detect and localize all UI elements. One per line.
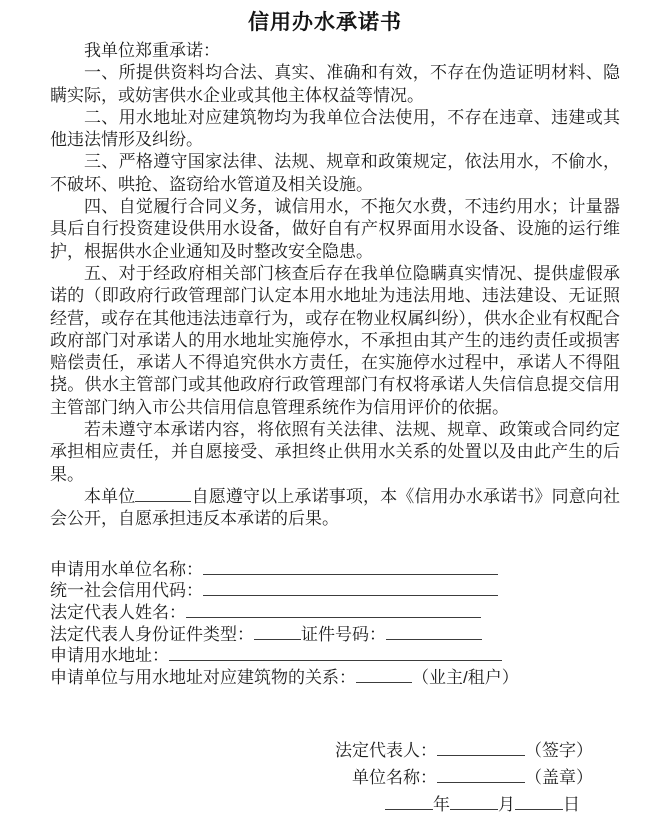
signature-date-row (0, 791, 593, 818)
intro-line: 我单位郑重承诺： (84, 41, 220, 60)
signature-legal-rep-note: （签字） (525, 740, 593, 760)
water-address-label: 申请用水地址： (50, 646, 169, 666)
building-relation-options: （业主/租户） (412, 668, 519, 688)
unit-name-inline-blank (135, 487, 191, 502)
id-number-blank (386, 625, 482, 640)
unit-name-label: 申请用水单位名称： (50, 559, 203, 579)
paragraph-5: 五、对于经政府相关部门核查后存在我单位隐瞒真实情况、提供虚假承诺的（即政府行政管理部门认定本用水地址为违法用地、违法建设、无证照经营，或存在其他违法违章行为，或存在物业权属纠纷），供水企业有权配合政府部门对承诺人的用水地址实施停水，不承担由其产生的违约责任或损害赔偿责任，承诺人不得追究供水方责任，在实施停水过程中，承诺人不得阻挠。供水主管部门或其他政府行政管理部门有权将承诺人失信信息提交信用主管部门纳入市公共信用信息管理系统作为信用评价的依据。 (50, 263, 620, 417)
id-number-label: 证件号码： (301, 624, 386, 644)
document-body (50, 40, 620, 531)
paragraph-6: 若未遵守本承诺内容，将依照有关法律、法规、规章、政策或合同约定承担相应责任，并自愿接受、承担终止供用水关系的处置以及由此产生的后果。 (50, 420, 620, 484)
date-day-label: 日 (563, 794, 580, 814)
water-address-blank (169, 646, 502, 661)
application-form (50, 559, 620, 689)
date-day-blank (515, 795, 563, 810)
paragraph-3: 三、严格遵守国家法律、法规、规章和政策规定，依法用水，不偷水，不破坏、哄抢、盗窃给水管道及相关设施。 (50, 152, 620, 194)
date-year-label: 年 (433, 794, 450, 814)
form-row-credit-code (50, 580, 620, 602)
date-year-blank (385, 795, 433, 810)
signature-legal-rep-label: 法定代表人： (335, 740, 437, 760)
declaration-prefix: 本单位 (84, 486, 136, 506)
signature-row-legal-rep (0, 737, 593, 764)
paragraph-2: 二、用水地址对应建筑物均为我单位合法使用，不存在违章、违建或其他违法情形及纠纷。 (50, 107, 620, 150)
paragraph-4: 四、自觉履行合同义务，诚信用水，不拖欠水费，不违约用水；计量器具后自行投资建设供用水设备，做好自有产权界面用水设备、设施的运行维护，根据供水企业通知及时整改安全隐患。 (50, 197, 620, 261)
id-type-blank (254, 625, 301, 640)
date-month-label: 月 (498, 794, 515, 814)
credit-code-blank (203, 581, 498, 596)
signature-unit-name-label: 单位名称： (352, 767, 437, 787)
credit-code-label: 统一社会信用代码： (50, 581, 203, 601)
id-type-label: 法定代表人身份证件类型： (50, 624, 254, 644)
paragraph-1: 一、所提供资料均合法、真实、准确和有效，不存在伪造证明材料、隐瞒实际，或妨害供水企业或其他主体权益等情况。 (50, 63, 620, 105)
form-row-building-relation (50, 667, 620, 689)
signature-block (0, 737, 650, 818)
signature-legal-rep-blank (437, 741, 525, 756)
signature-row-unit-name (0, 764, 593, 791)
building-relation-label: 申请单位与用水地址对应建筑物的关系： (50, 668, 356, 688)
signature-unit-name-blank (437, 768, 525, 783)
legal-rep-name-blank (186, 603, 481, 618)
declaration-paragraph (50, 486, 620, 531)
form-row-unit-name (50, 559, 620, 581)
building-relation-blank (356, 668, 412, 683)
form-row-legal-rep-name (50, 602, 620, 624)
form-row-id-type-number (50, 624, 620, 646)
legal-rep-name-label: 法定代表人姓名： (50, 602, 186, 622)
form-row-water-address (50, 645, 620, 667)
unit-name-blank (203, 560, 498, 575)
document-title: 信用办水承诺书 (248, 11, 402, 34)
date-month-blank (450, 795, 498, 810)
declaration-suffix: 自愿遵守以上承诺事项，本《信用办水承诺书》同意向社会公开，自愿承担违反本承诺的后果。 (50, 486, 621, 529)
signature-unit-name-note: （盖章） (525, 767, 593, 787)
